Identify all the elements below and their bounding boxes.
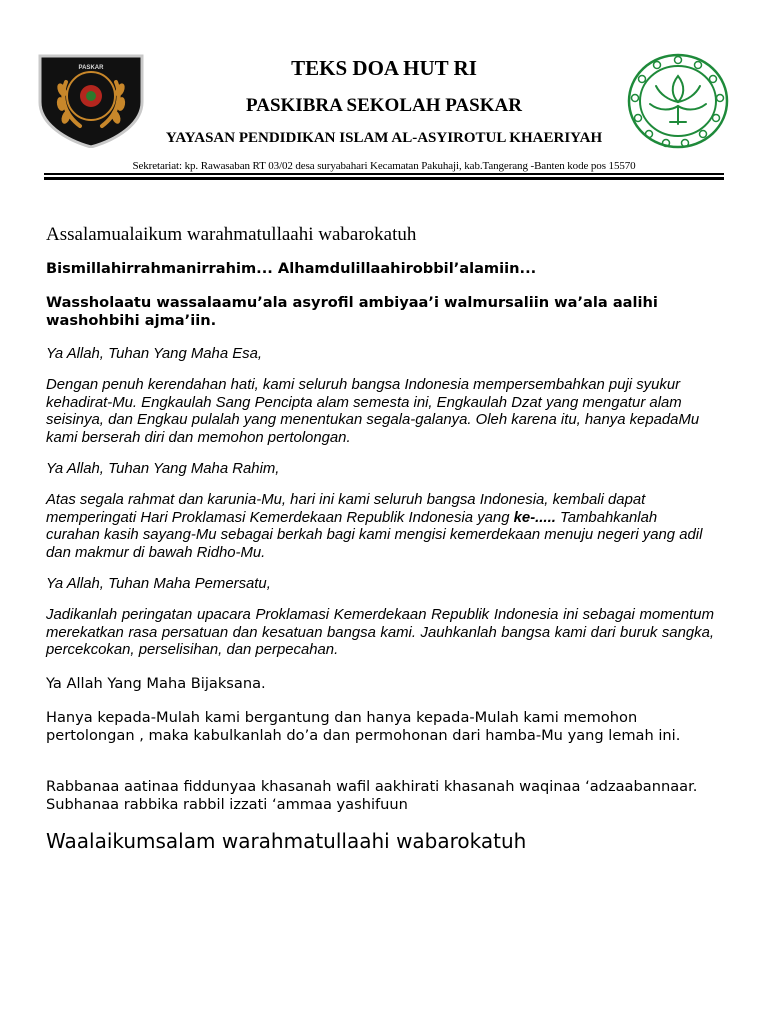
header-divider-thin	[44, 173, 724, 175]
prayer-paragraph-1: Dengan penuh kerendahan hati, kami seluruh bangsa Indonesia mempersembahkan puji syukur kehadirat-Mu. Engkaulah Sang Pencipta alam semesta ini, Engkaulah Dzat yang mengatur alam seisinya, dan Engkau pulalah yang menentukan segala-galanya. Oleh karena itu, hanya kepadaMu kami berserah diri dan memohon pertolongan.	[46, 377, 700, 446]
prayer-address-4: Ya Allah Yang Maha Bijaksana.	[46, 675, 266, 692]
prayer-address-3: Ya Allah, Tuhan Maha Pemersatu,	[46, 576, 271, 592]
prayer-paragraph-3: Jadikanlah peringatan upacara Proklamasi Kemerdekaan Republik Indonesia ini sebagai momentum merekatkan rasa persatuan dan kesatuan bangsa kami. Jauhkanlah bangsa kami dari buruk sangka, percekcokan, perselisihan, dan perpecahan.	[46, 607, 714, 659]
prayer-address-2: Ya Allah, Tuhan Yang Maha Rahim,	[46, 461, 280, 477]
closing-greeting: Waalaikumsalam warahmatullaahi wabarokatuh	[46, 829, 527, 853]
prayer-paragraph-2-part-a: Atas segala rahmat dan karunia-Mu, hari ini kami seluruh bangsa Indonesia, kembali dapat memperingati Hari Proklamasi Kemerdekaan Republik Indonesia yang	[46, 492, 646, 526]
paskar-logo-text: PASKAR	[78, 65, 104, 71]
secretariat-address: Sekretariat: kp. Rawasaban RT 03/02 desa suryabahari Kecamatan Pakuhaji, kab.Tangerang -Banten kode pos 15570	[132, 160, 636, 172]
prayer-paragraph-2	[46, 492, 714, 562]
greeting: Assalamualaikum warahmatullaahi wabarokatuh	[46, 224, 417, 245]
header-divider-thick	[44, 177, 724, 180]
anniversary-placeholder: ke-.....	[513, 509, 556, 526]
prayer-paragraph-5: Rabbanaa aatinaa fiddunyaa khasanah wafil aakhirati khasanah waqinaa ‘adzaabannaar. Subhanaa rabbika rabbil izzati ‘ammaa yashifuun	[46, 778, 698, 813]
prayer-paragraph-2-part-b: Tambahkanlah curahan kasih sayang-Mu sebagai berkah bagi kami mengisi kemerdekaan menuju negeri yang adil dan makmur di bawah Ridho-Mu.	[46, 509, 703, 561]
sholawat-line: Wassholaatu wassalaamu’ala asyrofil ambiyaa’i walmursaliin wa’ala aalihi washohbihi ajma’iin.	[46, 294, 658, 329]
foundation-name: YAYASAN PENDIDIKAN ISLAM AL-ASYIROTUL KHAERIYAH	[165, 130, 603, 146]
document-title: TEKS DOA HUT RI	[291, 56, 477, 80]
prayer-address-1: Ya Allah, Tuhan Yang Maha Esa,	[46, 346, 263, 362]
organization-name: PASKIBRA SEKOLAH PASKAR	[246, 95, 522, 116]
bismillah-line: Bismillahirrahmanirrahim... Alhamdulillaahirobbil’alamiin...	[46, 260, 537, 277]
prayer-paragraph-4: Hanya kepada-Mulah kami bergantung dan hanya kepada-Mulah kami memohon pertolongan , maka kabulkanlah do’a dan permohonan dari hamba-Mu yang lemah ini.	[46, 709, 681, 744]
